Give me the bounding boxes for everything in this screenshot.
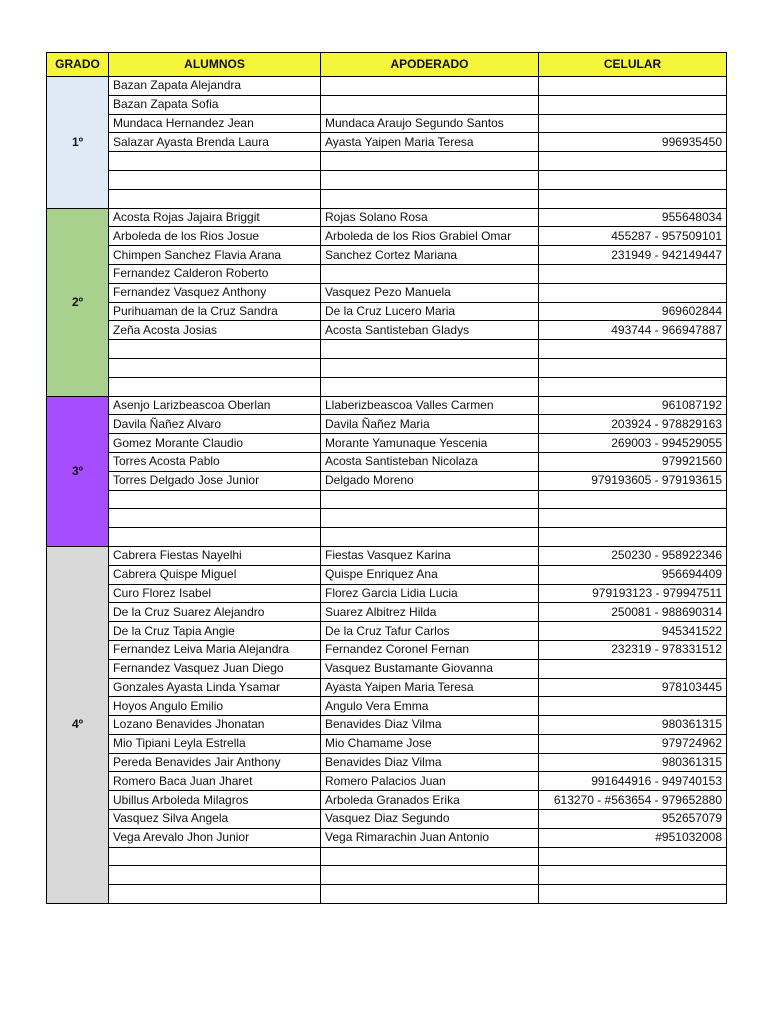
celular-cell [539, 340, 727, 359]
celular-cell: 613270 - #563654 - 979652880 [539, 791, 727, 810]
header-celular: CELULAR [539, 53, 727, 77]
table-row [47, 791, 727, 810]
apoderado-cell: Morante Yamunaque Yescenia [321, 434, 539, 453]
table-row [47, 170, 727, 189]
table-row [47, 302, 727, 321]
alumno-cell: Cabrera Quispe Miguel [109, 565, 321, 584]
alumno-cell: Salazar Ayasta Brenda Laura [109, 133, 321, 152]
celular-cell: 979921560 [539, 452, 727, 471]
celular-cell [539, 490, 727, 509]
apoderado-cell: Davila Ñañez Maria [321, 415, 539, 434]
table-row [47, 133, 727, 152]
table-row [47, 452, 727, 471]
alumno-cell [109, 490, 321, 509]
celular-cell [539, 377, 727, 396]
alumno-cell: Hoyos Angulo Emilio [109, 697, 321, 716]
alumno-cell: Bazan Zapata Alejandra [109, 77, 321, 96]
grade-cell: 2º [47, 208, 109, 396]
table-row [47, 471, 727, 490]
grade-cell: 3º [47, 396, 109, 546]
apoderado-cell [321, 866, 539, 885]
celular-cell: 980361315 [539, 753, 727, 772]
apoderado-cell [321, 528, 539, 547]
celular-cell: 952657079 [539, 810, 727, 829]
alumno-cell: Fernandez Leiva Maria Alejandra [109, 640, 321, 659]
alumno-cell [109, 377, 321, 396]
alumno-cell: Mundaca Hernandez Jean [109, 114, 321, 133]
apoderado-cell: Llaberizbeascoa Valles Carmen [321, 396, 539, 415]
alumno-cell: Purihuaman de la Cruz Sandra [109, 302, 321, 321]
celular-cell: #951032008 [539, 828, 727, 847]
alumno-cell: Bazan Zapata Sofia [109, 95, 321, 114]
table-row [47, 246, 727, 265]
celular-cell [539, 509, 727, 528]
alumno-cell: Curo Florez Isabel [109, 584, 321, 603]
celular-cell: 969602844 [539, 302, 727, 321]
celular-cell [539, 528, 727, 547]
table-row [47, 640, 727, 659]
celular-cell: 269003 - 994529055 [539, 434, 727, 453]
alumno-cell [109, 170, 321, 189]
apoderado-cell [321, 170, 539, 189]
celular-cell: 955648034 [539, 208, 727, 227]
header-alumnos: ALUMNOS [109, 53, 321, 77]
table-row [47, 772, 727, 791]
alumno-cell [109, 358, 321, 377]
apoderado-cell [321, 152, 539, 171]
celular-cell [539, 358, 727, 377]
table-row [47, 528, 727, 547]
apoderado-cell: De la Cruz Lucero Maria [321, 302, 539, 321]
table-row [47, 678, 727, 697]
apoderado-cell: Arboleda Granados Erika [321, 791, 539, 810]
table-row [47, 415, 727, 434]
apoderado-cell: Acosta Santisteban Gladys [321, 321, 539, 340]
apoderado-cell: Vasquez Diaz Segundo [321, 810, 539, 829]
celular-cell: 250081 - 988690314 [539, 603, 727, 622]
celular-cell [539, 847, 727, 866]
celular-cell: 956694409 [539, 565, 727, 584]
apoderado-cell: Fiestas Vasquez Karina [321, 546, 539, 565]
alumno-cell: Vega Arevalo Jhon Junior [109, 828, 321, 847]
apoderado-cell: Vega Rimarachin Juan Antonio [321, 828, 539, 847]
alumno-cell [109, 885, 321, 904]
apoderado-cell [321, 77, 539, 96]
apoderado-cell [321, 847, 539, 866]
apoderado-cell: Delgado Moreno [321, 471, 539, 490]
table-row [47, 734, 727, 753]
celular-cell: 232319 - 978331512 [539, 640, 727, 659]
table-row [47, 697, 727, 716]
celular-cell [539, 77, 727, 96]
celular-cell [539, 189, 727, 208]
alumno-cell [109, 509, 321, 528]
celular-cell [539, 114, 727, 133]
alumno-cell: De la Cruz Tapia Angie [109, 622, 321, 641]
table-row [47, 753, 727, 772]
alumno-cell: Cabrera Fiestas Nayelhi [109, 546, 321, 565]
alumno-cell: Chimpen Sanchez Flavia Arana [109, 246, 321, 265]
celular-cell: 979193605 - 979193615 [539, 471, 727, 490]
alumno-cell [109, 847, 321, 866]
table-row [47, 227, 727, 246]
table-row [47, 659, 727, 678]
apoderado-cell: Florez Garcia Lidia Lucia [321, 584, 539, 603]
apoderado-cell: Vasquez Pezo Manuela [321, 283, 539, 302]
celular-cell: 231949 - 942149447 [539, 246, 727, 265]
celular-cell [539, 885, 727, 904]
alumno-cell: Lozano Benavides Jhonatan [109, 716, 321, 735]
apoderado-cell: Sanchez Cortez Mariana [321, 246, 539, 265]
table-row [47, 321, 727, 340]
alumno-cell: Pereda Benavides Jair Anthony [109, 753, 321, 772]
header-grado: GRADO [47, 53, 109, 77]
celular-cell [539, 283, 727, 302]
celular-cell: 991644916 - 949740153 [539, 772, 727, 791]
table-row [47, 828, 727, 847]
celular-cell: 978103445 [539, 678, 727, 697]
alumno-cell: Fernandez Calderon Roberto [109, 264, 321, 283]
apoderado-cell [321, 377, 539, 396]
alumno-cell: Fernandez Vasquez Anthony [109, 283, 321, 302]
table-row [47, 622, 727, 641]
table-row [47, 885, 727, 904]
grade-cell: 1º [47, 77, 109, 209]
alumno-cell [109, 189, 321, 208]
apoderado-cell: Benavides Diaz Vilma [321, 716, 539, 735]
apoderado-cell: Acosta Santisteban Nicolaza [321, 452, 539, 471]
table-row [47, 866, 727, 885]
header-apoderado: APODERADO [321, 53, 539, 77]
alumno-cell: Arboleda de los Rios Josue [109, 227, 321, 246]
celular-cell: 455287 - 957509101 [539, 227, 727, 246]
grade-cell: 4º [47, 546, 109, 903]
alumno-cell [109, 866, 321, 885]
celular-cell: 961087192 [539, 396, 727, 415]
apoderado-cell [321, 885, 539, 904]
apoderado-cell: Benavides Diaz Vilma [321, 753, 539, 772]
alumno-cell: Fernandez Vasquez Juan Diego [109, 659, 321, 678]
apoderado-cell: Ayasta Yaipen Maria Teresa [321, 133, 539, 152]
alumno-cell [109, 152, 321, 171]
table-row [47, 377, 727, 396]
table-row [47, 603, 727, 622]
apoderado-cell [321, 189, 539, 208]
alumno-cell: Gonzales Ayasta Linda Ysamar [109, 678, 321, 697]
alumno-cell [109, 528, 321, 547]
apoderado-cell: Mio Chamame Jose [321, 734, 539, 753]
celular-cell: 945341522 [539, 622, 727, 641]
apoderado-cell [321, 95, 539, 114]
apoderado-cell: Ayasta Yaipen Maria Teresa [321, 678, 539, 697]
table-row [47, 189, 727, 208]
alumno-cell: De la Cruz Suarez Alejandro [109, 603, 321, 622]
apoderado-cell: Arboleda de los Rios Grabiel Omar [321, 227, 539, 246]
celular-cell: 980361315 [539, 716, 727, 735]
alumno-cell: Gomez Morante Claudio [109, 434, 321, 453]
table-row [47, 565, 727, 584]
table-row [47, 396, 727, 415]
table-row [47, 77, 727, 96]
header-row [47, 53, 727, 77]
celular-cell [539, 170, 727, 189]
apoderado-cell [321, 490, 539, 509]
alumno-cell: Acosta Rojas Jajaira Briggit [109, 208, 321, 227]
alumno-cell: Romero Baca Juan Jharet [109, 772, 321, 791]
apoderado-cell: Mundaca Araujo Segundo Santos [321, 114, 539, 133]
apoderado-cell: De la Cruz Tafur Carlos [321, 622, 539, 641]
table-row [47, 847, 727, 866]
table-row [47, 152, 727, 171]
celular-cell [539, 697, 727, 716]
apoderado-cell: Romero Palacios Juan [321, 772, 539, 791]
table-row [47, 358, 727, 377]
celular-cell [539, 152, 727, 171]
table-row [47, 114, 727, 133]
alumno-cell: Ubillus Arboleda Milagros [109, 791, 321, 810]
celular-cell [539, 264, 727, 283]
table-row [47, 95, 727, 114]
celular-cell: 996935450 [539, 133, 727, 152]
alumno-cell: Zeña Acosta Josias [109, 321, 321, 340]
apoderado-cell [321, 340, 539, 359]
roster-table [46, 52, 727, 904]
celular-cell: 250230 - 958922346 [539, 546, 727, 565]
apoderado-cell: Angulo Vera Emma [321, 697, 539, 716]
alumno-cell: Torres Acosta Pablo [109, 452, 321, 471]
alumno-cell [109, 340, 321, 359]
alumno-cell: Vasquez Silva Angela [109, 810, 321, 829]
table-row [47, 546, 727, 565]
celular-cell: 493744 - 966947887 [539, 321, 727, 340]
table-row [47, 340, 727, 359]
apoderado-cell [321, 264, 539, 283]
apoderado-cell: Quispe Enriquez Ana [321, 565, 539, 584]
table-row [47, 264, 727, 283]
alumno-cell: Asenjo Larizbeascoa Oberlan [109, 396, 321, 415]
table-row [47, 434, 727, 453]
apoderado-cell: Vasquez Bustamante Giovanna [321, 659, 539, 678]
table-row [47, 283, 727, 302]
apoderado-cell: Rojas Solano Rosa [321, 208, 539, 227]
table-row [47, 584, 727, 603]
alumno-cell: Davila Ñañez Alvaro [109, 415, 321, 434]
table-row [47, 810, 727, 829]
apoderado-cell: Fernandez Coronel Fernan [321, 640, 539, 659]
celular-cell [539, 659, 727, 678]
celular-cell [539, 95, 727, 114]
apoderado-cell [321, 509, 539, 528]
celular-cell: 203924 - 978829163 [539, 415, 727, 434]
table-row [47, 716, 727, 735]
celular-cell [539, 866, 727, 885]
celular-cell: 979193123 - 979947511 [539, 584, 727, 603]
roster-body [47, 77, 727, 904]
table-row [47, 509, 727, 528]
alumno-cell: Mio Tipiani Leyla Estrella [109, 734, 321, 753]
table-row [47, 208, 727, 227]
celular-cell: 979724962 [539, 734, 727, 753]
alumno-cell: Torres Delgado Jose Junior [109, 471, 321, 490]
apoderado-cell: Suarez Albitrez Hilda [321, 603, 539, 622]
table-row [47, 490, 727, 509]
apoderado-cell [321, 358, 539, 377]
